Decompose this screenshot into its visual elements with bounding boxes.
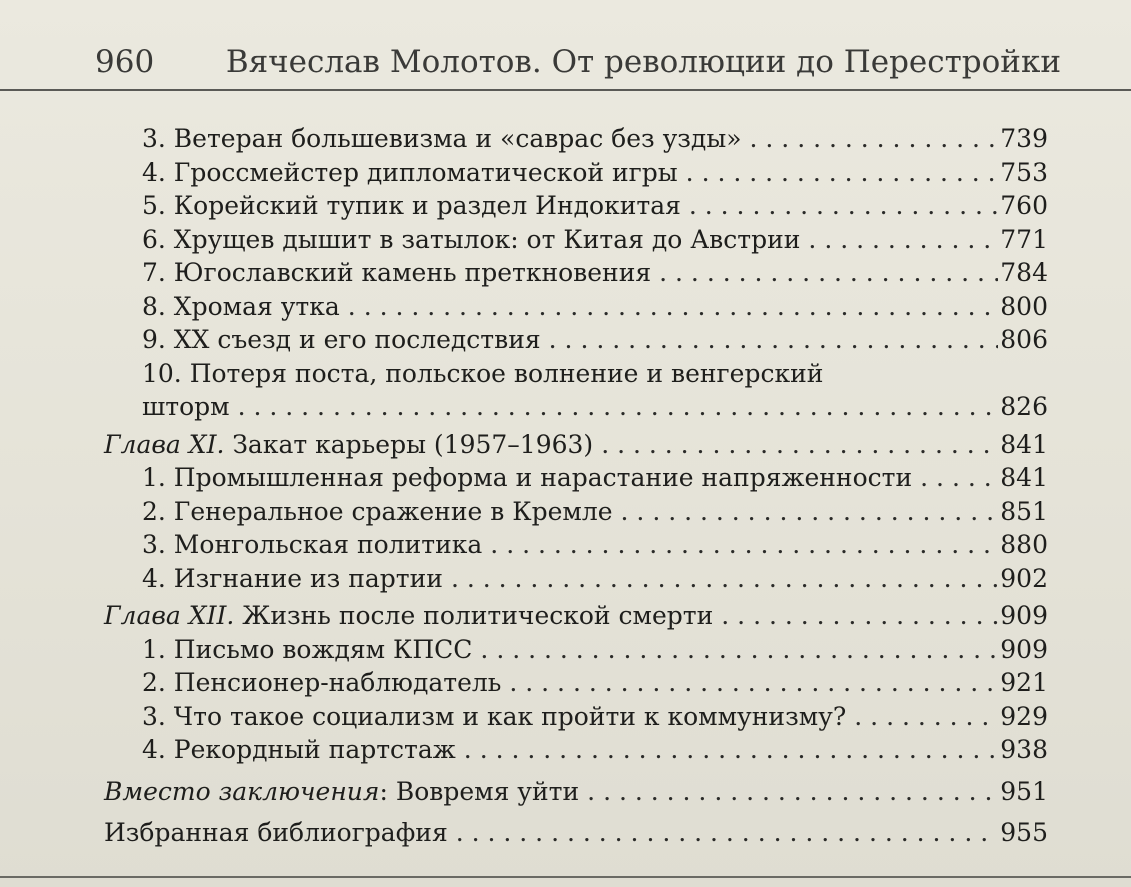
dot-leader bbox=[451, 562, 998, 596]
dot-leader bbox=[549, 323, 999, 357]
toc-entry-title-line2: шторм bbox=[142, 392, 230, 421]
toc-bibliography bbox=[104, 816, 1048, 850]
dot-leader bbox=[621, 495, 999, 529]
toc-entry-page: 841 bbox=[1000, 463, 1048, 492]
toc-entry bbox=[104, 666, 1048, 700]
chapter-label: Глава XI. bbox=[104, 429, 225, 459]
toc-entry bbox=[104, 562, 1048, 596]
toc-chapter bbox=[104, 428, 1048, 462]
toc-entry-page: 929 bbox=[1000, 701, 1048, 731]
toc-entry-page: 938 bbox=[1000, 735, 1048, 764]
dot-leader bbox=[686, 156, 999, 190]
toc-entry-page: 841 bbox=[1000, 429, 1048, 459]
page-number: 960 bbox=[95, 44, 155, 80]
toc-entry bbox=[104, 256, 1048, 290]
dot-leader bbox=[587, 775, 998, 809]
dot-leader bbox=[721, 599, 998, 633]
dot-leader bbox=[238, 390, 999, 424]
toc-entry-title: 3. Монгольская политика bbox=[142, 530, 483, 559]
toc-entry-title: Жизнь после политической смерти bbox=[242, 601, 714, 630]
toc-entry-title: 2. Генеральное сражение в Кремле bbox=[142, 496, 613, 526]
toc-entry-title: 7. Югославский камень преткновения bbox=[142, 258, 652, 287]
toc-entry-page: 880 bbox=[1000, 530, 1048, 559]
toc-conclusion bbox=[104, 775, 1048, 809]
footer-rule bbox=[0, 876, 1131, 878]
dot-leader bbox=[854, 700, 998, 734]
toc-entry-title: : Вовремя уйти bbox=[379, 776, 580, 806]
dot-leader bbox=[659, 256, 998, 290]
toc-entry bbox=[104, 223, 1048, 257]
dot-leader bbox=[480, 633, 998, 667]
toc-entry bbox=[104, 122, 1048, 156]
dot-leader bbox=[750, 122, 999, 156]
toc-entry bbox=[104, 323, 1048, 357]
toc-entry bbox=[104, 495, 1048, 529]
toc-entry-page: 760 bbox=[1000, 191, 1048, 220]
toc-entry-page: 955 bbox=[1000, 818, 1048, 847]
toc-entry bbox=[104, 528, 1048, 562]
toc-entry-title: 4. Рекордный партстаж bbox=[142, 735, 456, 764]
dot-leader bbox=[348, 290, 998, 324]
running-title: Вячеслав Молотов. От революции до Перестройки bbox=[225, 44, 1061, 80]
toc-entry-title: 5. Корейский тупик и раздел Индокитая bbox=[142, 191, 681, 220]
toc-entry-title: 4. Изгнание из партии bbox=[142, 563, 443, 593]
toc-entry-page: 771 bbox=[1000, 224, 1048, 254]
toc-entry-title: 1. Промышленная реформа и нарастание напряженности bbox=[142, 463, 913, 492]
toc-entry-page: 800 bbox=[1000, 291, 1048, 321]
toc-entry-page: 784 bbox=[1000, 258, 1048, 287]
dot-leader bbox=[920, 461, 998, 495]
toc-entry bbox=[104, 633, 1048, 667]
toc-entry-title: Закат карьеры (1957–1963) bbox=[232, 429, 594, 459]
toc-chapter bbox=[104, 599, 1048, 633]
toc-entry-page: 902 bbox=[1000, 563, 1048, 593]
dot-leader bbox=[689, 189, 998, 223]
toc-entry bbox=[104, 189, 1048, 223]
toc-entry bbox=[104, 700, 1048, 734]
dot-leader bbox=[601, 428, 998, 462]
table-of-contents bbox=[104, 122, 1048, 850]
dot-leader bbox=[490, 528, 998, 562]
running-head bbox=[95, 38, 1061, 86]
toc-entry-page: 739 bbox=[1000, 124, 1048, 153]
toc-entry bbox=[104, 461, 1048, 495]
dot-leader bbox=[808, 223, 998, 257]
toc-entry-title-line1: 10. Потеря поста, польское волнение и венгерский bbox=[142, 358, 824, 388]
toc-entry-title: 1. Письмо вождям КПСС bbox=[142, 634, 473, 664]
toc-entry-title: 2. Пенсионер-наблюдатель bbox=[142, 668, 502, 697]
toc-entry-page: 851 bbox=[1000, 496, 1048, 526]
toc-entry bbox=[104, 733, 1048, 767]
toc-entry-title: Избранная библиография bbox=[104, 818, 448, 847]
toc-entry-page: 909 bbox=[1000, 634, 1048, 664]
toc-entry-page: 826 bbox=[1000, 392, 1048, 421]
dot-leader bbox=[464, 733, 998, 767]
toc-entry-page: 806 bbox=[1000, 325, 1048, 354]
toc-entry-title: 4. Гроссмейстер дипломатической игры bbox=[142, 157, 678, 187]
toc-entry-page: 951 bbox=[1000, 776, 1048, 806]
toc-entry-page: 753 bbox=[1000, 157, 1048, 187]
conclusion-label: Вместо заключения bbox=[104, 776, 380, 806]
dot-leader bbox=[456, 816, 999, 850]
dot-leader bbox=[509, 666, 998, 700]
toc-entry bbox=[104, 290, 1048, 324]
toc-entry-title: 6. Хрущев дышит в затылок: от Китая до Австрии bbox=[142, 224, 801, 254]
toc-entry-title: 3. Ветеран большевизма и «саврас без узды» bbox=[142, 124, 742, 153]
toc-entry-title: 8. Хромая утка bbox=[142, 291, 340, 321]
toc-entry-page: 921 bbox=[1000, 668, 1048, 697]
chapter-label: Глава XII. bbox=[104, 601, 235, 630]
toc-entry-title: 9. XX съезд и его последствия bbox=[142, 325, 541, 354]
toc-entry bbox=[104, 357, 1048, 424]
toc-entry bbox=[104, 156, 1048, 190]
toc-entry-page: 909 bbox=[1000, 601, 1048, 630]
toc-entry-title: 3. Что такое социализм и как пройти к коммунизму? bbox=[142, 701, 847, 731]
header-rule bbox=[0, 89, 1131, 91]
